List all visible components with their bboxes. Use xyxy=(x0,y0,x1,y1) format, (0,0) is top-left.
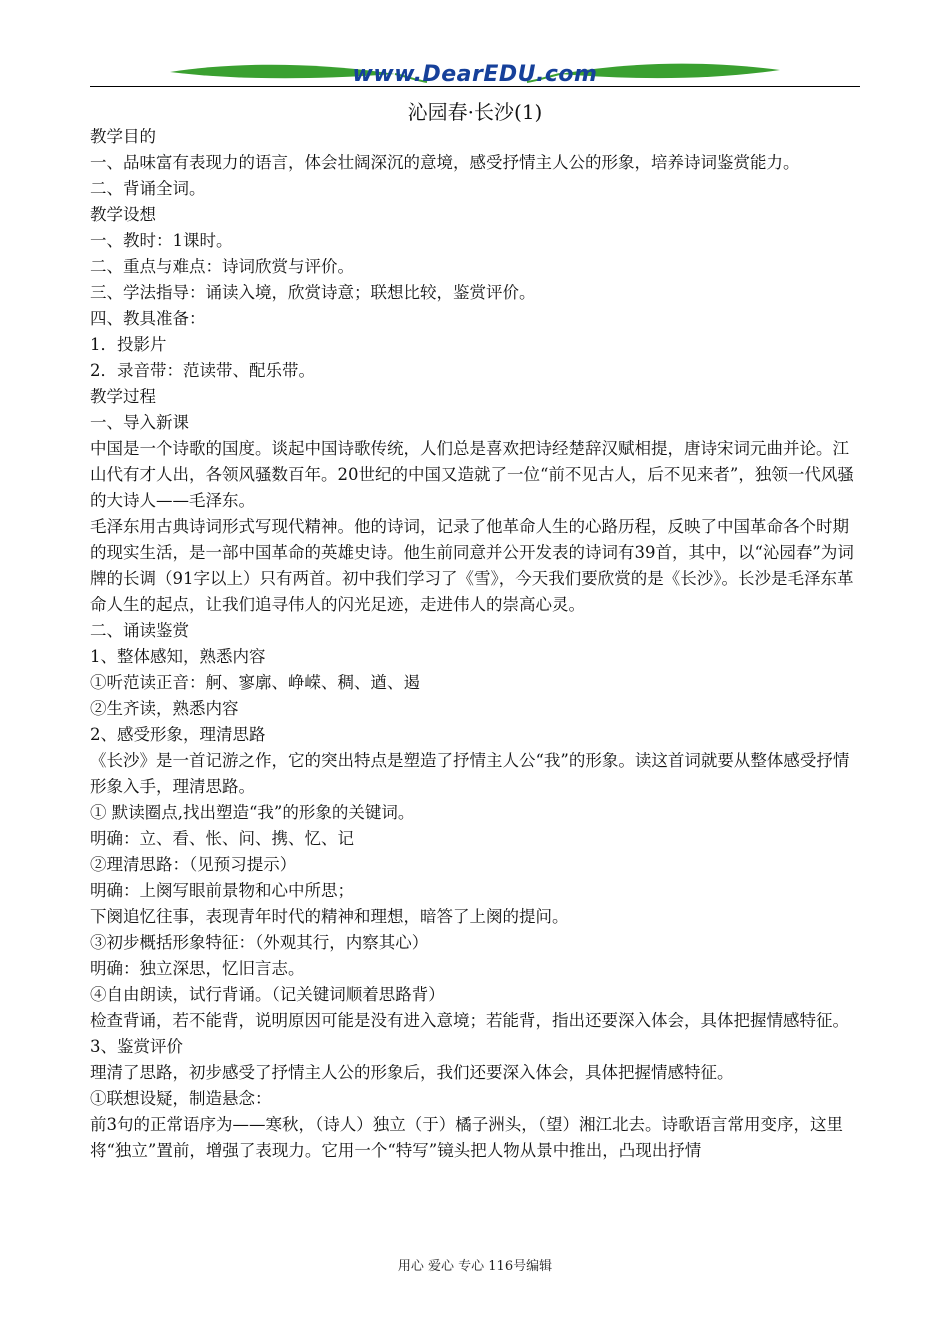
paragraph: 二、背诵全词。 xyxy=(90,179,206,198)
paragraph: 前3句的正常语序为——寒秋，（诗人）独立（于）橘子洲头，（望）湘江北去。诗歌语言常用变序，这里将“独立”置前，增强了表现力。它用一个“特写”镜头把人物从景中推出，凸现出抒情 xyxy=(90,1115,843,1160)
paragraph: 三、学法指导：诵读入境，欣赏诗意；联想比较，鉴赏评价。 xyxy=(90,283,536,302)
paragraph: ①联想设疑，制造悬念： xyxy=(90,1089,272,1108)
paragraph: ① 默读圈点,找出塑造“我”的形象的关键词。 xyxy=(90,803,415,822)
paragraph: 理清了思路，初步感受了抒情主人公的形象后，我们还要深入体会，具体把握情感特征。 xyxy=(90,1063,734,1082)
paragraph: ②理清思路：（见预习提示） xyxy=(90,855,297,874)
paragraph: 明确：独立深思，忆旧言志。 xyxy=(90,959,305,978)
paragraph: 二、诵读鉴赏 xyxy=(90,621,189,640)
paragraph: 1．投影片 xyxy=(90,335,167,354)
paragraph: ③初步概括形象特征：（外观其行，内察其心） xyxy=(90,933,429,952)
paragraph: 2．录音带：范读带、配乐带。 xyxy=(90,361,315,380)
paragraph: 四、教具准备： xyxy=(90,309,206,328)
paragraph: 检查背诵，若不能背，说明原因可能是没有进入意境；若能背，指出还要深入体会，具体把握情感特征。 xyxy=(90,1011,849,1030)
paragraph: 2、感受形象，理清思路 xyxy=(90,725,266,744)
paragraph: 下阕追忆往事，表现青年时代的精神和理想，暗答了上阕的提问。 xyxy=(90,907,569,926)
paragraph: 明确：上阕写眼前景物和心中所思； xyxy=(90,881,354,900)
paragraph: 3、鉴赏评价 xyxy=(90,1037,183,1056)
page-title: 沁园春·长沙(1) xyxy=(407,100,543,124)
paragraph: ①听范读正音：舸、寥廓、峥嵘、稠、遒、遏 xyxy=(90,673,420,692)
section-heading: 教学过程 xyxy=(90,387,156,406)
paragraph: ④自由朗读，试行背诵。（记关键词顺着思路背） xyxy=(90,985,445,1004)
section-heading: 教学目的 xyxy=(90,127,156,146)
paragraph: 毛泽东用古典诗词形式写现代精神。他的诗词，记录了他革命人生的心路历程，反映了中国革命各个时期的现实生活，是一部中国革命的英雄史诗。他生前同意并公开发表的诗词有39首，其中，以“沁园春”为词牌的长调（91字以上）只有两首。初中我们学习了《雪》，今天我们要欣赏的是《长沙》。长沙是毛泽东革命人生的起点，让我们追寻伟人的闪光足迹，走进伟人的崇高心灵。 xyxy=(90,517,854,614)
header-divider xyxy=(90,86,860,87)
site-logo-text: www.DearEDU.com xyxy=(352,62,598,87)
paragraph: 中国是一个诗歌的国度。谈起中国诗歌传统，人们总是喜欢把诗经楚辞汉赋相提，唐诗宋词元曲并论。江山代有才人出，各领风骚数百年。20世纪的中国又造就了一位“前不见古人，后不见来者”，独领一代风骚的大诗人——毛泽东。 xyxy=(90,439,854,510)
paragraph: 二、重点与难点：诗词欣赏与评价。 xyxy=(90,257,354,276)
paragraph: 一、品味富有表现力的语言，体会壮阔深沉的意境，感受抒情主人公的形象，培养诗词鉴赏能力。 xyxy=(90,153,800,172)
section-heading: 教学设想 xyxy=(90,205,156,224)
document-body xyxy=(90,124,862,1164)
paragraph: 一、教时：1课时。 xyxy=(90,231,233,250)
paragraph: 《长沙》是一首记游之作，它的突出特点是塑造了抒情主人公“我”的形象。读这首词就要从整体感受抒情形象入手，理清思路。 xyxy=(90,751,850,796)
paragraph: 一、导入新课 xyxy=(90,413,189,432)
paragraph: 明确：立、看、怅、问、携、忆、记 xyxy=(90,829,354,848)
paragraph: 1、整体感知，熟悉内容 xyxy=(90,647,266,666)
page-footer: 用心 爱心 专心 116号编辑 xyxy=(397,1259,553,1274)
paragraph: ②生齐读，熟悉内容 xyxy=(90,699,239,718)
